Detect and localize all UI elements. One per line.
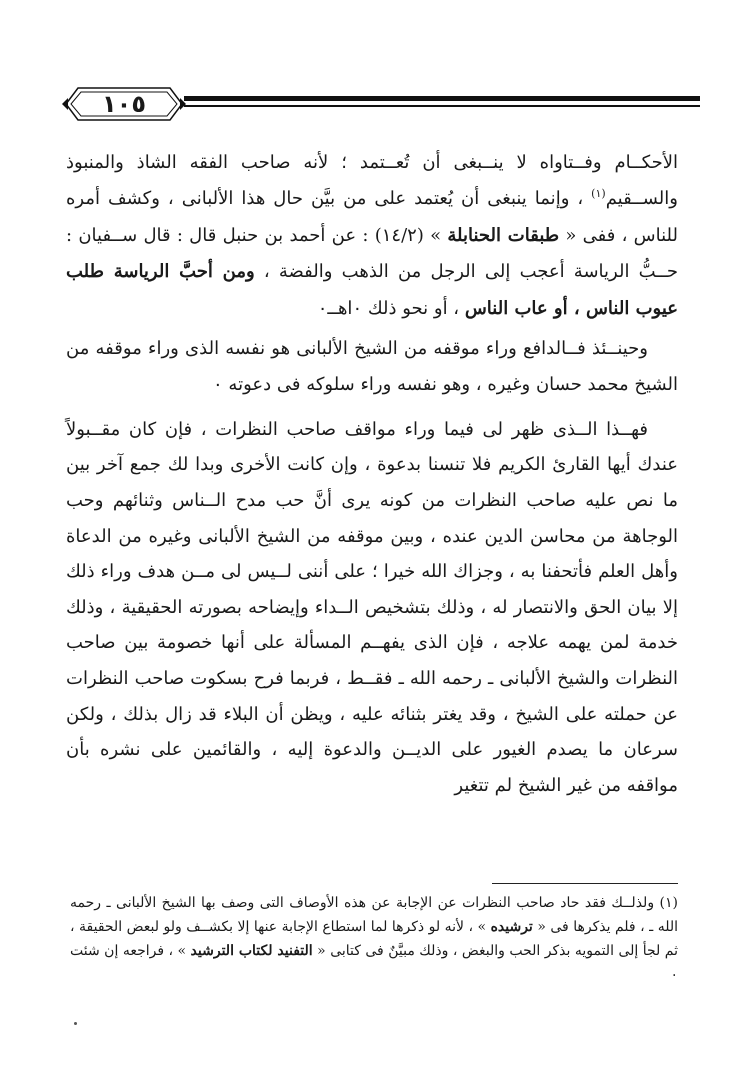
- scan-speck: [74, 1022, 77, 1025]
- footnote-title-tafnid: التفنيد لكتاب الترشيد: [190, 943, 313, 959]
- footnote-title-tarshid: ترشيده: [490, 919, 533, 935]
- page-number: ١٠٥: [102, 90, 146, 118]
- footnote-reference: (١): [591, 187, 606, 201]
- main-body-text: [66, 145, 678, 803]
- footnote-text-e: » ، فراجعه إن شئت ٠: [70, 943, 678, 983]
- footnote-text-c: » ، لأنه لو ذكرها لما استطاع الإجابة عنها إلا بكشــف ولو لبعض الحقيقة ، ثم لجأ إلى التمويه بذكر الحب والبغض ، وذلك مبيَّنٌ فى كتابى «: [70, 919, 678, 959]
- paragraph-2: وحينــئذ فــالدافع وراء موقفه من الشيخ الألبانى هو نفسه الذى وراء موقفه من الشيخ محمد حسان وغيره ، وهو نفسه وراء سلوكه فى دعوته ٠: [66, 338, 678, 396]
- footnote-1: [70, 891, 678, 987]
- footnote-separator: [492, 883, 678, 884]
- footnote-text-a: (١) ولذلــك فقد حاد صاحب النظرات عن الإجابة عن هذه الأوصاف التى وصف بها الشيخ الألبانى ـ رحمه الله ـ ، فلم يذكرها فى «: [70, 895, 679, 935]
- paragraph-1-text-a: الأحكــام وفــتاواه لا ينــبغى أن تُعــتمد ؛ لأنه صاحب الفقه الشاذ والمنبوذ والســقيم: [66, 152, 678, 210]
- quote-bold: ومن أحبَّ الرياسة طلب عيوب الناس ، أو عاب الناس: [66, 261, 678, 319]
- paragraph-1-text-b: ، وإنما ينبغى أن يُعتمد على من بيَّن حال هذا الألبانى ، وكشف أمره للناس ، ففى «: [66, 188, 678, 246]
- page-header: [62, 82, 702, 126]
- paragraph-1-text-d: » (١٤/٢) : عن أحمد بن حنبل قال : قال ســفيان : حــبُّ الرياسة أعجب إلى الرجل من الذهب والفضة ،: [66, 224, 678, 283]
- header-rule-thin: [184, 105, 700, 107]
- paragraph-3: فهــذا الــذى ظهر لى فيما وراء مواقف صاحب النظرات ، فإن كان مقــبولاً عندك أيها القارئ الكريم فلا تنسنا بدعوة ، وإن كانت الأخرى وبدا لك جمع آخر بين ما نص عليه صاحب النظرات من كونه يرى أنَّ حب مدح الــناس وثنائهم وحب الوجاهة من محاسن الدين عنده ، وبين موقفه من الشيخ الألبانى وغيره من الدعاة وأهل العلم فأتحفنا به ، وجزاك الله خيرا ؛ على أننى لــيس لى مــن هدف وراء ذلك إلا بيان الحق والانتصار له ، وذلك بتشخيص الــداء وإيضاحه بصورته الحقيقية ، وذلك خدمة لمن يهمه علاجه ، فإن الذى يفهــم المسألة على أنها خصومة بين صاحب النظرات والشيخ الألبانى ـ رحمه الله ـ فقــط ، فربما فرح بسكوت صاحب النظرات عن حملته على الشيخ ، وقد يغتر بثنائه عليه ، ويظن أن البلاء قد زال بذلك ، ولكن سرعان ما يصدم الغيور على الديــن والدعوة إليه ، والقائمين على نشره بأن مواقفه من غير الشيخ لم تتغير: [66, 418, 678, 796]
- header-rule-thick: [184, 96, 700, 101]
- paragraph-1-text-f: ، أو نحو ذلك ٠اهــ٠: [317, 297, 465, 319]
- paragraph-1: [66, 145, 678, 327]
- book-title-tabaqat: طبقات الحنابلة: [447, 224, 560, 246]
